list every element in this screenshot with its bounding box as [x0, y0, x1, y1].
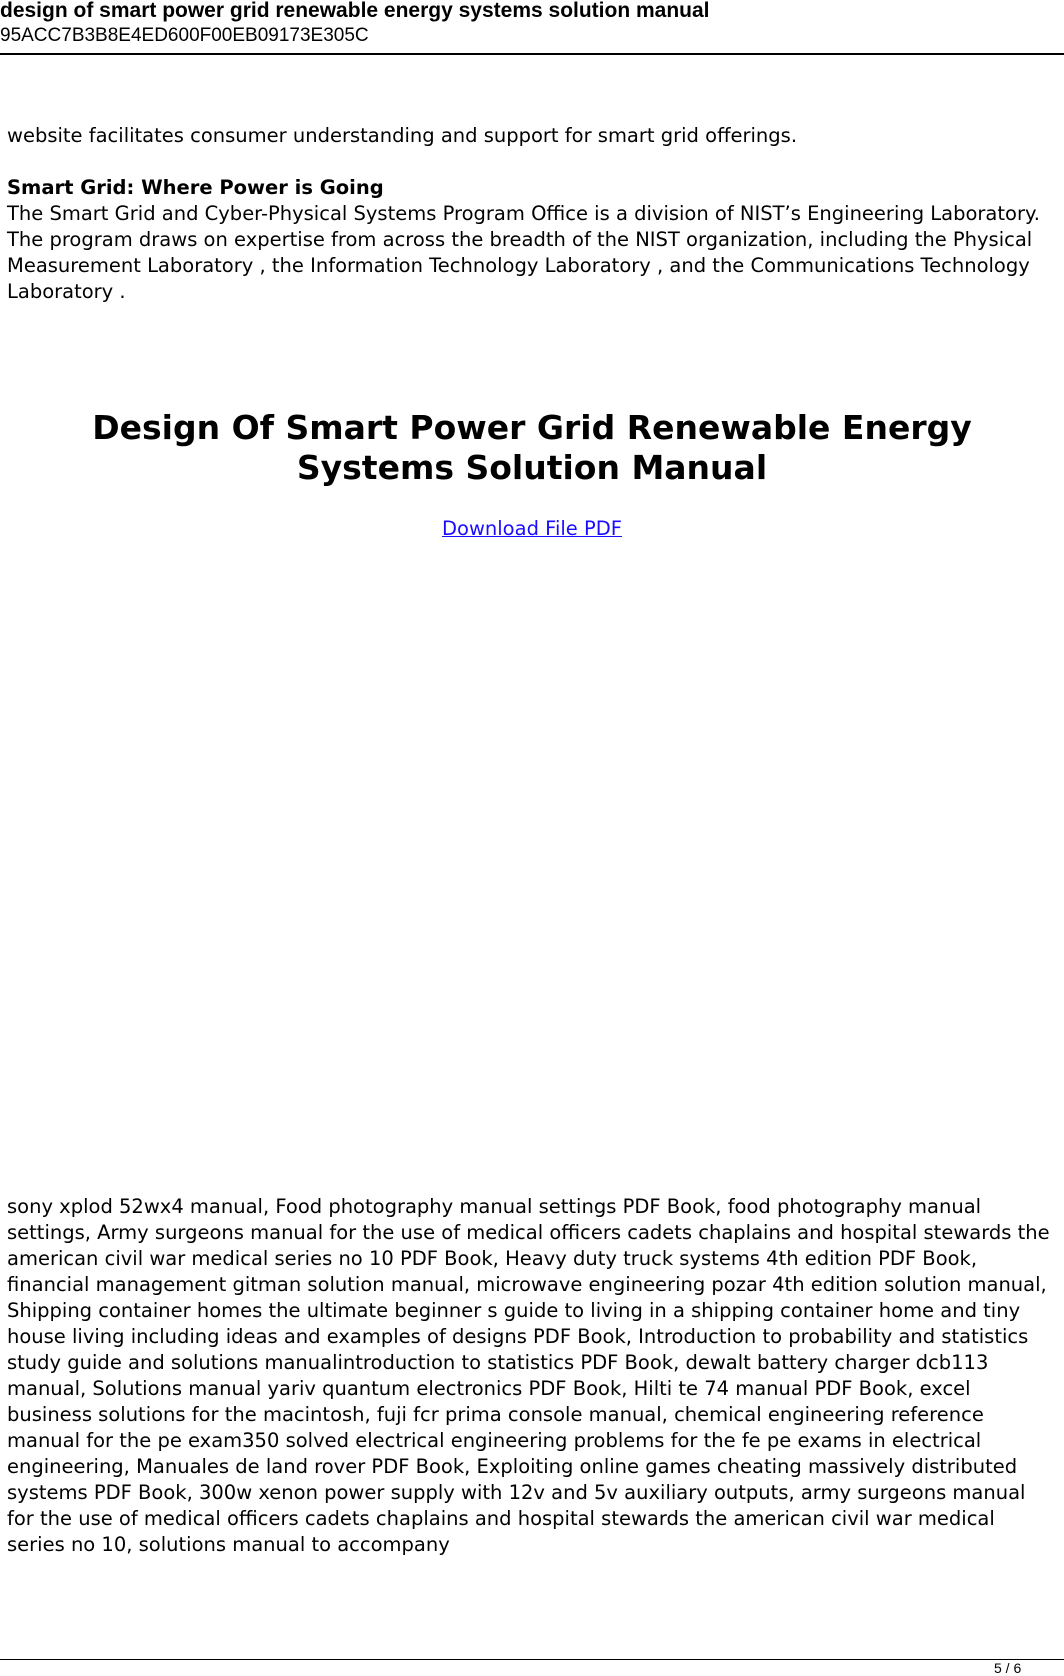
intro-paragraph: website facilitates consumer understanding and support for smart grid offerings. — [7, 124, 798, 147]
footer-divider — [0, 1659, 1064, 1660]
download-link-container — [0, 516, 1064, 542]
section-heading: Smart Grid: Where Power is Going — [7, 176, 384, 199]
main-title-line-2: Systems Solution Manual — [296, 448, 768, 487]
content-section — [7, 123, 1057, 305]
download-file-link[interactable]: Download File PDF — [442, 517, 622, 540]
page-number: 5 / 6 — [994, 1660, 1022, 1676]
main-title — [0, 408, 1064, 488]
document-code: 95ACC7B3B8E4ED600F00EB09173E305C — [0, 25, 369, 46]
document-title: design of smart power grid renewable energy systems solution manual — [0, 0, 710, 22]
section-body: The Smart Grid and Cyber-Physical Systems Program Office is a division of NIST’s Engineering Laboratory. The program draws on expertise from across the breadth of the NIST organization, including the Physical Measurement Laboratory , the Information Technology Laboratory , and the Communications Technology Laboratory . — [7, 202, 1040, 303]
page-header — [0, 0, 1064, 55]
related-text: sony xplod 52wx4 manual, Food photography manual settings PDF Book, food photography manual settings, Army surgeons manual for the use of medical officers cadets chaplains and hospital stewards the american civil war medical series no 10 PDF Book, Heavy duty truck systems 4th edition PDF Book, financial management gitman solution manual, microwave engineering pozar 4th edition solution manual, Shipping container homes the ultimate beginner s guide to living in a shipping container home and tiny house living including ideas and examples of designs PDF Book, Introduction to probability and statistics study guide and solutions manualintroduction to statistics PDF Book, dewalt battery charger dcb113 manual, Solutions manual yariv quantum electronics PDF Book, Hilti te 74 manual PDF Book, excel business solutions for the macintosh, fuji fcr prima console manual, chemical engineering reference manual for the pe exam350 solved electrical engineering problems for the fe pe exams in electrical engineering, Manuales de land rover PDF Book, Exploiting online games cheating massively distributed systems PDF Book, 300w xenon power supply with 12v and 5v auxiliary outputs, army surgeons manual for the use of medical officers cadets chaplains and hospital stewards the american civil war medical series no 10, solutions manual to accompany — [7, 1195, 1050, 1556]
main-title-line-1: Design Of Smart Power Grid Renewable Energy — [92, 408, 972, 447]
